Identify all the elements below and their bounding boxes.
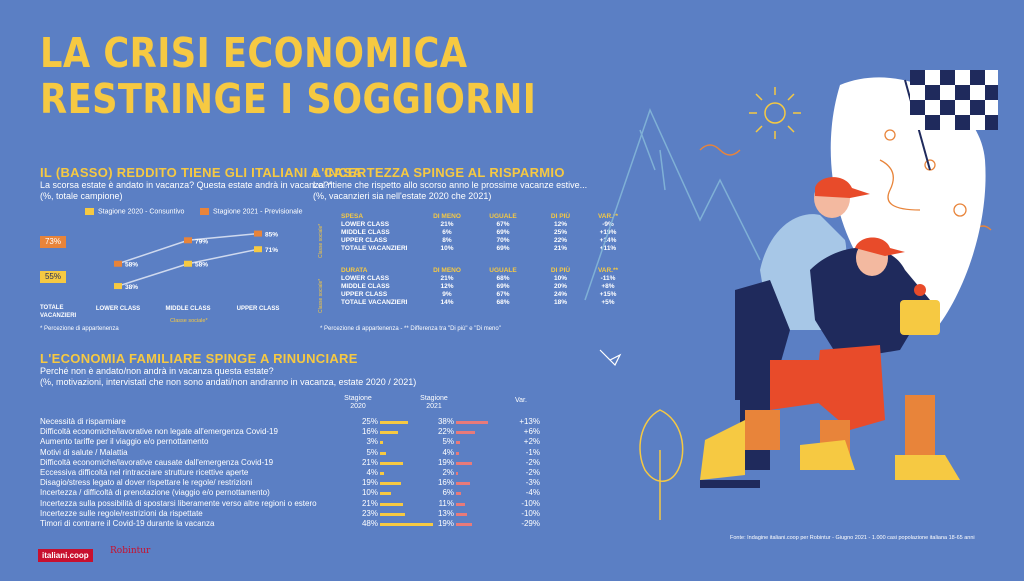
data-point [114,261,122,267]
reason-row [40,417,560,427]
category-label: LOWER CLASS [95,306,141,312]
reason-label: Motivi di salute / Malattia [40,447,128,457]
value-2021: 19% [437,519,454,528]
col-var-header: Var. [515,397,527,404]
bar-2021 [456,421,488,424]
cell: 14% [440,298,454,306]
value-2021: 2% [442,468,454,477]
category-label: MIDDLE CLASS [165,306,211,312]
total-label-line1: TOTALE [40,305,64,311]
reason-row [40,509,560,519]
section-family-title: L'ECONOMIA FAMILIARE SPINGE A RINUNCIARE [40,351,358,366]
reason-label: Disagio/stress legato al dover rispettare le regole/ restrizioni [40,478,253,488]
value-2021: 5% [442,437,454,447]
value-2020: 5% [366,447,378,457]
value-2021: 16% [437,478,454,488]
cell: -9% [602,220,614,228]
cell: 12% [440,282,454,290]
bar-2021 [456,503,465,506]
spesa-header-di-piu: DI PIÙ [550,212,571,220]
reason-row [40,478,560,488]
cell: 21% [440,274,454,282]
cell: 69% [496,282,510,290]
reason-label: Incertezza / difficoltà di prenotazione (viaggio e/o pernottamento) [40,488,270,498]
value-2021: 38% [437,417,454,426]
cell: +19% [599,228,617,236]
total-2021-box: 73% [40,236,66,248]
legend-2020-label: Stagione 2020 - Consuntivo [98,208,185,216]
cell: 10% [440,244,454,252]
cell: 8% [442,236,452,244]
value-var: +2% [523,437,540,447]
cell: 70% [496,236,510,244]
data-point [184,237,192,243]
data-label: 71% [265,247,279,255]
cell: +8% [601,282,615,290]
bar-2020 [380,452,386,455]
spesa-header-var: VAR.** [597,212,619,220]
cell: -11% [600,274,616,282]
value-var: -10% [521,498,540,508]
reason-row [40,427,560,437]
reason-row [40,437,560,447]
cell: 10% [553,274,567,282]
shoe-icon [700,420,745,480]
durata-label: DURATA [341,266,368,274]
reason-label: Timori di contrarre il Covid-19 durante la vacanza [40,519,215,528]
durata-header-uguale: UGUALE [489,266,517,274]
value-2021: 22% [437,427,454,437]
data-label: 79% [195,238,209,246]
cell: 21% [553,244,567,252]
class-axis-label: Classe sociale* [170,318,208,324]
value-2021: 13% [437,508,454,518]
row-name: UPPER CLASS [341,236,388,244]
section-income-note: * Percezione di appartenenza [40,326,119,332]
legend-2021-label: Stagione 2021 - Previsionale [213,208,303,216]
cell: +14% [599,236,617,244]
category-label: UPPER CLASS [236,306,280,312]
cell: 9% [442,290,452,298]
side-label-spesa-text: Classe sociale* [318,223,324,258]
series-line-2020 [118,249,258,286]
bar-2021 [456,431,475,434]
cell: 67% [496,290,510,298]
side-label-spesa [318,220,330,258]
section-income-subtitle: (%, totale campione) [40,191,123,201]
data-point [254,246,262,252]
reason-row [40,458,560,468]
row-name: LOWER CLASS [341,274,390,282]
value-var: -2% [525,457,540,467]
reason-label: Aumento tariffe per il viaggio e/o pernottamento [40,437,209,447]
durata-header-di-piu: DI PIÙ [550,266,571,274]
section-income-title: IL (BASSO) REDDITO TIENE GLI ITALIANI A CASA [40,165,363,180]
bird-icon [600,350,620,365]
value-2021: 4% [442,447,454,457]
logo-robintur: Robintur [110,546,151,556]
title-line-2: RESTRINGE I SOGGIORNI [40,75,537,123]
value-2020: 48% [361,519,378,528]
section-savings-title: L'INCERTEZZA SPINGE AL RISPARMIO [313,165,565,180]
shoe-icon [895,455,960,480]
value-2020: 3% [366,437,378,447]
section-family [40,351,416,388]
section-savings-question: Lei ritiene che rispetto allo scorso anno le prossime vacanze estive... [313,180,588,190]
reason-label: Difficoltà economiche/lavorative non legate all'emergenza Covid-19 [40,427,278,437]
spesa-header-di-meno: DI MENO [433,212,461,220]
bar-2020 [380,472,384,475]
bar-2020 [380,421,408,424]
cell: 67% [496,220,510,228]
row-name: UPPER CLASS [341,290,388,298]
bar-2020 [380,503,403,506]
bar-2021 [456,472,458,475]
value-var: -4% [525,488,540,498]
side-label-durata [318,275,330,313]
row-name: TOTALE VACANZIERI [341,298,408,306]
bar-2020 [380,431,398,434]
reason-row [40,499,560,509]
reason-row [40,448,560,458]
sun-icon [749,87,801,139]
data-label: 58% [195,261,209,269]
value-2020: 25% [361,417,378,426]
cell: 68% [496,298,510,306]
value-var: -3% [525,478,540,488]
cell: +15% [599,290,617,298]
source-note: Fonte: Indagine italiani.coop per Robintur - Giugno 2021 - 1.000 casi popolazione italiana 18-65 anni [730,535,975,541]
cell: 21% [440,220,454,228]
logo-italiani-coop: italiani.coop [38,549,93,562]
data-point [184,261,192,267]
reasons-list [40,417,560,537]
bar-2021 [456,492,461,495]
squiggle-icon [700,145,740,155]
bar-2020 [380,482,401,485]
cell: 12% [553,220,567,228]
data-label: 38% [125,284,139,292]
col-2021-header: Stagione 2021 [420,395,448,410]
value-2021: 19% [437,457,454,467]
row-name: MIDDLE CLASS [341,282,390,290]
title-line-1: LA CRISI ECONOMICA [40,29,468,77]
section-savings [313,165,587,202]
cell: 69% [496,244,510,252]
value-2021: 6% [442,488,454,498]
section-family-subtitle: (%, motivazioni, intervistati che non sono andati/non andranno in vacanza, estate 2020 / 2021) [40,377,417,387]
spesa-label: SPESA [341,212,364,220]
cell: 6% [442,228,452,236]
value-2020: 10% [361,488,378,498]
bar-2020 [380,513,405,516]
row-name: MIDDLE CLASS [341,228,390,236]
reason-row [40,468,560,478]
section-family-question: Perché non è andato/non andrà in vacanza questa estate? [40,366,274,376]
row-name: LOWER CLASS [341,220,390,228]
value-var: -2% [525,468,540,477]
cell: 24% [553,290,567,298]
cell: 22% [553,236,567,244]
data-point [254,231,262,237]
bar-2021 [456,452,459,455]
section-income-question: La scorsa estate è andato in vacanza? Questa estate andrà in vacanza?* [40,180,333,190]
travelers-illustration [580,60,1024,540]
value-var: -1% [525,447,540,457]
reason-label: Eccessiva difficoltà nel rintracciare strutture ricettive aperte [40,468,249,477]
total-2020-box: 55% [40,271,66,283]
cell: 69% [496,228,510,236]
total-label-line2: VACANZIERI [40,313,77,319]
durata-header-var: VAR.** [597,266,619,274]
cell: +11% [599,244,617,252]
reason-row [40,519,560,529]
bar-2021 [456,513,467,516]
value-var: -29% [521,519,540,528]
tree-icon [640,410,683,520]
col-2020-header: Stagione 2020 [344,395,372,410]
bar-2020 [380,492,391,495]
reason-row [40,488,560,498]
reason-label: Incertezza sulla possibilità di spostarsi liberamente verso altre regioni o estero [40,498,317,508]
bar-2021 [456,482,470,485]
cell: 18% [553,298,567,306]
bar-2021 [456,462,472,465]
bar-2020 [380,441,383,444]
data-point [114,283,122,289]
section-savings-subtitle: (%, vacanzieri sia nell'estate 2020 che 2021) [313,191,492,201]
value-2020: 21% [361,457,378,467]
value-2020: 4% [366,468,378,477]
cell: 20% [553,282,567,290]
spesa-header-uguale: UGUALE [489,212,517,220]
data-label: 58% [125,261,139,269]
value-var: +13% [519,417,540,426]
reason-label: Incertezze sulle regole/restrizioni da rispettate [40,508,203,518]
value-2021: 11% [438,498,454,508]
reason-label: Difficoltà economiche/lavorative causate dall'emergenza Covid-19 [40,457,274,467]
cell: 25% [553,228,567,236]
mountains-icon [585,110,760,300]
value-2020: 21% [361,498,378,508]
reason-label: Necessità di risparmiare [40,417,126,426]
value-2020: 19% [361,478,378,488]
cell: 68% [496,274,510,282]
value-var: +6% [523,427,540,437]
data-label: 85% [265,231,279,239]
row-name: TOTALE VACANZIERI [341,244,408,252]
value-2020: 23% [361,508,378,518]
side-label-durata-text: Classe sociale* [318,278,324,313]
bar-2020 [380,462,403,465]
cell: +5% [601,298,615,306]
bar-2021 [456,523,472,526]
bar-2021 [456,441,460,444]
value-var: -10% [521,508,540,518]
section-savings-note: * Percezione di appartenenza - ** Differenza tra "Di più" e "Di meno" [320,326,501,332]
value-2020: 16% [361,427,378,437]
durata-header-di-meno: DI MENO [433,266,461,274]
